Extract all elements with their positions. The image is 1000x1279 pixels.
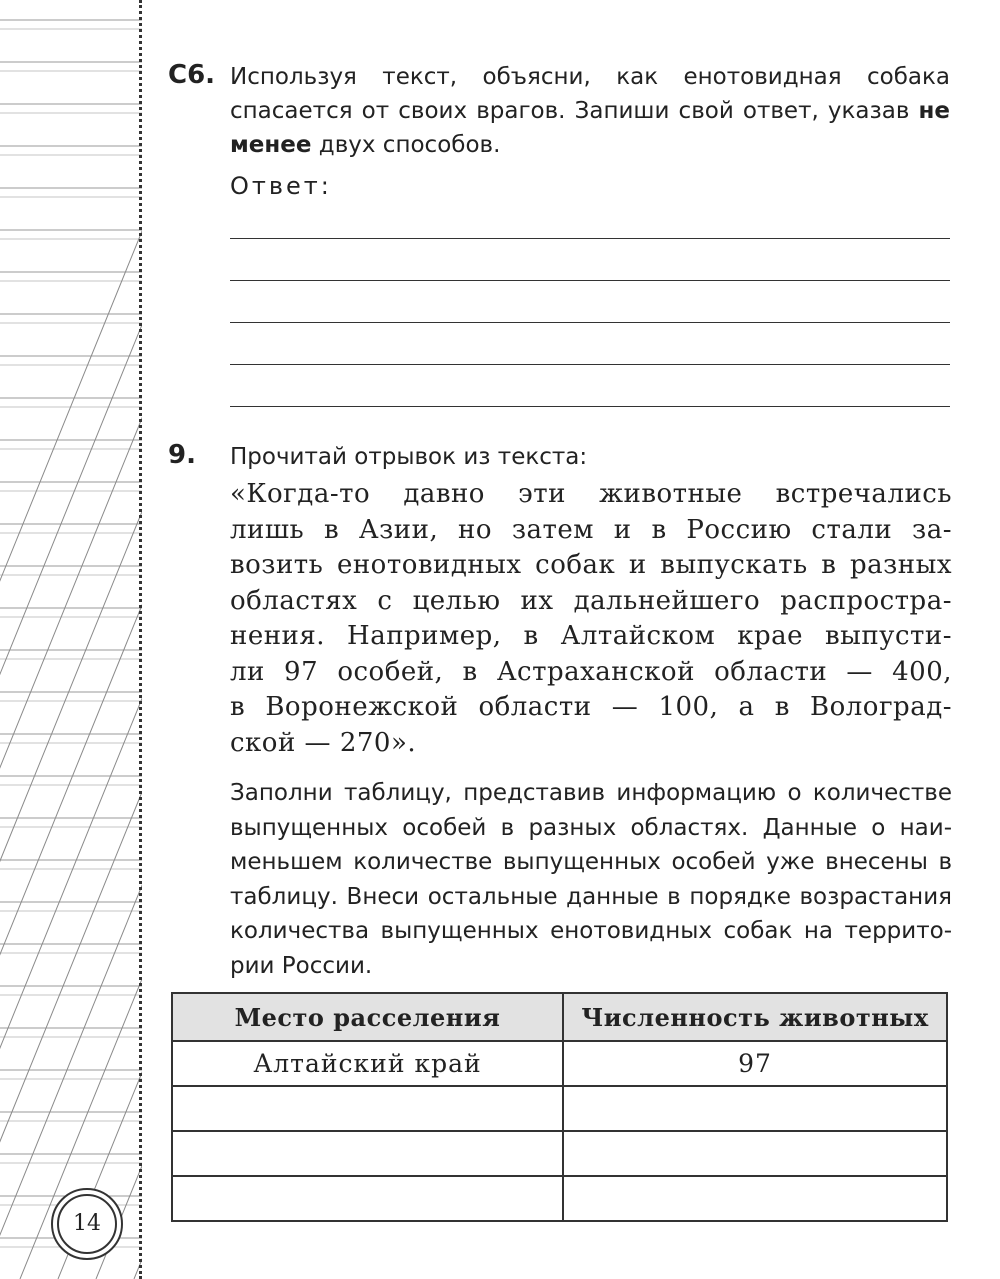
slant-line bbox=[0, 0, 142, 1279]
table-cell-location: Алтайский край bbox=[172, 1041, 563, 1086]
page-number: 14 bbox=[73, 1211, 101, 1236]
quote-line: ли 97 особей, в Астраханской области — 400, bbox=[230, 656, 952, 687]
slant-line bbox=[20, 0, 142, 1279]
table-row bbox=[172, 1176, 947, 1221]
table-cell-count[interactable] bbox=[563, 1131, 947, 1176]
quote-line: ской — 270». bbox=[230, 727, 417, 758]
task-line: таблицу. Внеси остальные данные в порядке возрастания bbox=[230, 883, 952, 910]
task-line: меньшем количестве выпущенных особей уже внесены в bbox=[230, 849, 952, 875]
slant-line bbox=[96, 0, 142, 1279]
quote-line: лишь в Азии, но затем и в Россию стали за- bbox=[230, 514, 952, 545]
slant-line bbox=[0, 0, 142, 1279]
population-table bbox=[171, 992, 948, 1222]
task-line: количества выпущенных енотовидных собак на террито- bbox=[230, 918, 952, 944]
quote-line: в Воронежской области — 100, а в Волоград- bbox=[230, 692, 952, 722]
slant-line bbox=[0, 0, 142, 1279]
header-location: Место расселения bbox=[172, 993, 563, 1041]
table-cell-count: 97 bbox=[563, 1041, 947, 1086]
answer-line-5[interactable] bbox=[230, 406, 950, 407]
question-c6-text bbox=[230, 60, 950, 162]
question-c6-number: С6. bbox=[168, 60, 216, 90]
answer-line-1[interactable] bbox=[230, 238, 950, 239]
cut-line bbox=[139, 0, 142, 1279]
question-9-intro: Прочитай отрывок из текста: bbox=[230, 444, 588, 470]
quote-line: нения. Например, в Алтайском крае выпусти- bbox=[230, 621, 952, 651]
quote-line: возить енотовидных собак и выпускать в разных bbox=[230, 550, 952, 580]
table-cell-location[interactable] bbox=[172, 1176, 563, 1221]
slant-line bbox=[0, 0, 142, 1279]
slant-line bbox=[0, 0, 142, 1279]
table-cell-location[interactable] bbox=[172, 1131, 563, 1176]
slant-line bbox=[58, 0, 142, 1279]
question-c6-text-part2: двух способов. bbox=[311, 132, 501, 158]
task-line: рии России. bbox=[230, 952, 373, 979]
header-count: Численность животных bbox=[563, 993, 947, 1041]
question-c6-text-bold: не менее bbox=[230, 98, 950, 158]
quote-excerpt bbox=[230, 477, 952, 761]
table-row bbox=[172, 1041, 947, 1086]
task-instructions bbox=[230, 776, 952, 983]
answer-line-2[interactable] bbox=[230, 280, 950, 281]
table-row bbox=[172, 1131, 947, 1176]
task-line: Заполни таблицу, представив информацию о количестве bbox=[230, 780, 952, 806]
slant-line bbox=[0, 0, 142, 1279]
answer-label: Ответ: bbox=[230, 172, 332, 200]
question-c6-text-part1: Используя текст, объясни, как енотовидная собака спасается от своих врагов. Запиши свой ответ, указав bbox=[230, 64, 950, 124]
table-row bbox=[172, 1086, 947, 1131]
margin-guide-lines bbox=[0, 0, 142, 1279]
quote-line: «Когда-то давно эти животные встречались bbox=[230, 479, 952, 509]
slant-line bbox=[0, 0, 142, 1279]
table-cell-count[interactable] bbox=[563, 1176, 947, 1221]
quote-line: областях с целью их дальнейшего распростра- bbox=[230, 585, 952, 616]
table-cell-location[interactable] bbox=[172, 1086, 563, 1131]
question-9-number: 9. bbox=[168, 440, 196, 470]
answer-line-3[interactable] bbox=[230, 322, 950, 323]
task-line: выпущенных особей в разных областях. Данные о наи- bbox=[230, 814, 952, 841]
table-header-row bbox=[172, 993, 947, 1041]
answer-line-4[interactable] bbox=[230, 364, 950, 365]
table-cell-count[interactable] bbox=[563, 1086, 947, 1131]
page-number-badge bbox=[51, 1188, 123, 1260]
slant-line bbox=[0, 0, 142, 1279]
